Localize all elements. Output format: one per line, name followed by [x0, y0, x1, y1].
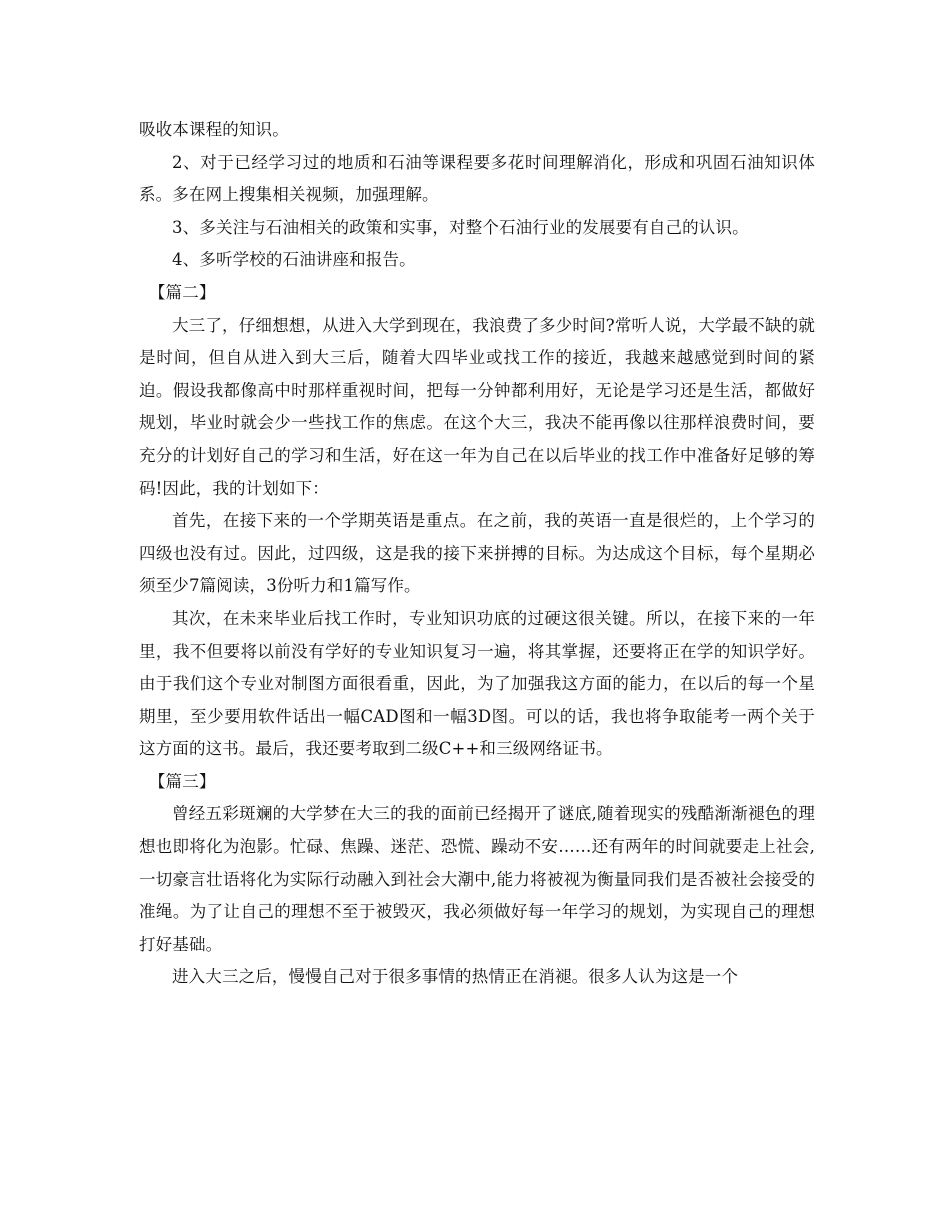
paragraph-part-two-first: 首先，在接下来的一个学期英语是重点。在之前，我的英语一直是很烂的，上个学习的四级也没有过。因此，过四级，这是我的接下来拼搏的目标。为达成这个目标，每个星期必须至少7篇阅读，3份听力和1篇写作。 [139, 511, 815, 596]
document-body [139, 114, 815, 994]
section-heading-part-three: 【篇三】 [148, 771, 216, 791]
paragraph-item-3: 3、多关注与石油相关的政策和实事，对整个石油行业的发展要有自己的认识。 [172, 217, 749, 237]
section-heading-part-two: 【篇二】 [148, 282, 216, 302]
paragraph-part-three-next: 进入大三之后，慢慢自己对于很多事情的热情正在消褪。很多人认为这是一个 [172, 967, 739, 987]
paragraph-part-two-intro: 大三了，仔细想想，从进入大学到现在，我浪费了多少时间?常听人说，大学最不缺的就是时间，但自从进入到大三后，随着大四毕业或找工作的接近，我越来越感觉到时间的紧迫。假设我都像高中时那样重视时间，把每一分钟都利用好，无论是学习还是生活，都做好规划，毕业时就会少一些找工作的焦虑。在这个大三，我决不能再像以往那样浪费时间，要充分的计划好自己的学习和生活，好在这一年为自己在以后毕业的找工作中准备好足够的筹码!因此，我的计划如下： [139, 315, 815, 498]
paragraph-part-two-second: 其次，在未来毕业后找工作时，专业知识功底的过硬这很关键。所以，在接下来的一年里，我不但要将以前没有学好的专业知识复习一遍，将其掌握，还要将正在学的知识学好。由于我们这个专业对制图方面很看重，因此，为了加强我这方面的能力，在以后的每一个星期里，至少要用软件话出一幅CAD图和一幅3D图。可以的话，我也将争取能考一两个关于这方面的这书。最后，我还要考取到二级C++和三级网络证书。 [139, 608, 815, 759]
paragraph-item-4: 4、多听学校的石油讲座和报告。 [172, 250, 416, 270]
paragraph-part-three-intro: 曾经五彩斑斓的大学梦在大三的我的面前已经揭开了谜底,随着现实的残酷渐渐褪色的理想也即将化为泡影。忙碌、焦躁、迷茫、恐慌、躁动不安……还有两年的时间就要走上社会,一切豪言壮语将化为实际行动融入到社会大潮中,能力将被视为衡量同我们是否被社会接受的准绳。为了让自己的理想不至于被毁灭，我必须做好每一年学习的规划，为实现自己的理想打好基础。 [139, 804, 815, 954]
paragraph-item-2: 2、对于已经学习过的地质和石油等课程要多花时间理解消化，形成和巩固石油知识体系。多在网上搜集相关视频，加强理解。 [139, 152, 815, 205]
paragraph-continuation: 吸收本课程的知识。 [139, 120, 289, 139]
